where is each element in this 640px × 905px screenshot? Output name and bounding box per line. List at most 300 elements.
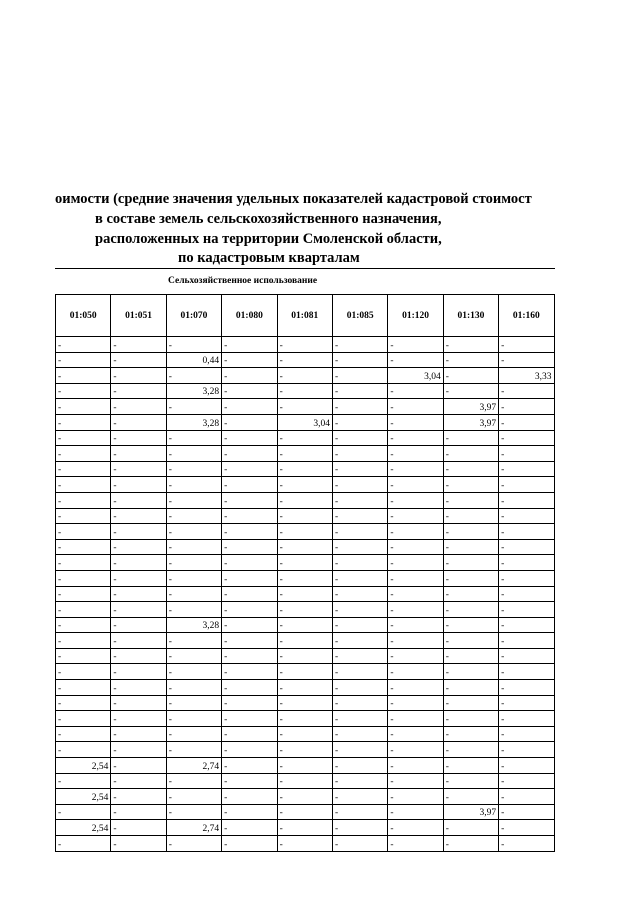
table-cell: -	[111, 368, 166, 384]
table-cell: -	[443, 446, 498, 462]
table-cell: -	[388, 570, 443, 586]
table-cell: -	[443, 711, 498, 727]
table-cell: -	[388, 742, 443, 758]
table-cell: -	[111, 383, 166, 399]
table-cell: -	[277, 664, 332, 680]
table-cell: -	[111, 804, 166, 820]
table-cell: -	[443, 602, 498, 618]
table-cell: -	[222, 695, 277, 711]
table-cell: -	[56, 570, 111, 586]
table-cell: -	[277, 836, 332, 852]
table-cell: -	[388, 726, 443, 742]
table-cell: -	[332, 430, 387, 446]
column-header: 01:085	[332, 295, 387, 337]
table-body	[56, 337, 555, 852]
table-cell: -	[499, 508, 554, 524]
table-cell: -	[111, 430, 166, 446]
table-cell: -	[56, 461, 111, 477]
table-cell: -	[499, 820, 554, 836]
table-cell: -	[443, 461, 498, 477]
table-cell: -	[277, 570, 332, 586]
table-row	[56, 477, 555, 493]
table-cell: -	[332, 337, 387, 353]
table-cell: -	[166, 695, 221, 711]
table-cell: -	[222, 399, 277, 415]
table-cell: -	[332, 773, 387, 789]
table-row	[56, 742, 555, 758]
table-cell: -	[166, 430, 221, 446]
table-row	[56, 789, 555, 805]
table-cell: -	[277, 773, 332, 789]
table-cell: -	[332, 648, 387, 664]
column-header: 01:050	[56, 295, 111, 337]
table-row	[56, 758, 555, 774]
table-cell: -	[56, 492, 111, 508]
table-cell: -	[222, 368, 277, 384]
table-cell: 2,74	[166, 758, 221, 774]
table-cell: -	[443, 492, 498, 508]
table-cell: -	[166, 446, 221, 462]
table-cell: -	[443, 337, 498, 353]
table-cell: -	[277, 477, 332, 493]
table-cell: -	[56, 695, 111, 711]
table-cell: -	[388, 664, 443, 680]
table-cell: -	[499, 664, 554, 680]
table-cell: -	[499, 836, 554, 852]
table-cell: -	[222, 617, 277, 633]
table-cell: 2,74	[166, 820, 221, 836]
table-cell: -	[56, 836, 111, 852]
table-cell: -	[222, 508, 277, 524]
table-cell: -	[166, 602, 221, 618]
table-cell: -	[56, 539, 111, 555]
table-cell: -	[332, 446, 387, 462]
table-cell: -	[332, 726, 387, 742]
table-cell: -	[499, 773, 554, 789]
table-cell: -	[222, 804, 277, 820]
table-cell: 2,54	[56, 789, 111, 805]
table-cell: -	[166, 836, 221, 852]
table-cell: -	[111, 539, 166, 555]
table-cell: -	[332, 586, 387, 602]
document-title-line-3: расположенных на территории Смоленской области,	[95, 231, 442, 247]
table-cell: -	[277, 399, 332, 415]
table-header-row	[56, 295, 555, 337]
cadastral-value-table	[55, 294, 555, 852]
table-cell: -	[222, 773, 277, 789]
table-cell: -	[56, 399, 111, 415]
table-cell: -	[111, 617, 166, 633]
table-cell: -	[388, 836, 443, 852]
table-cell: -	[277, 555, 332, 571]
table-cell: -	[111, 586, 166, 602]
table-cell: -	[222, 680, 277, 696]
table-cell: -	[388, 337, 443, 353]
table-cell: -	[332, 664, 387, 680]
table-cell: -	[222, 539, 277, 555]
table-cell: -	[277, 586, 332, 602]
table-cell: -	[443, 586, 498, 602]
table-cell: -	[56, 555, 111, 571]
table-cell: -	[111, 399, 166, 415]
table-cell: -	[56, 617, 111, 633]
table-cell: -	[56, 383, 111, 399]
table-cell: -	[443, 617, 498, 633]
table-cell: -	[499, 555, 554, 571]
table-cell: -	[111, 726, 166, 742]
table-cell: -	[56, 648, 111, 664]
table-cell: -	[499, 414, 554, 430]
table-cell: -	[443, 695, 498, 711]
table-cell: -	[499, 711, 554, 727]
table-cell: -	[443, 633, 498, 649]
table-cell: -	[388, 555, 443, 571]
table-row	[56, 508, 555, 524]
table-cell: -	[443, 664, 498, 680]
table-cell: -	[499, 337, 554, 353]
table-cell: -	[332, 539, 387, 555]
table-cell: -	[332, 414, 387, 430]
table-cell: -	[111, 414, 166, 430]
table-row	[56, 773, 555, 789]
table-cell: -	[443, 352, 498, 368]
table-cell: -	[111, 664, 166, 680]
table-row	[56, 352, 555, 368]
table-cell: -	[388, 508, 443, 524]
table-cell: 3,33	[499, 368, 554, 384]
table-cell: -	[111, 758, 166, 774]
table-cell: -	[222, 430, 277, 446]
table-cell: -	[166, 680, 221, 696]
document-title-line-2: в составе земель сельскохозяйственного назначения,	[95, 211, 442, 227]
table-row	[56, 820, 555, 836]
table-cell: -	[499, 539, 554, 555]
table-cell: -	[166, 726, 221, 742]
table-cell: -	[277, 539, 332, 555]
table-cell: -	[56, 664, 111, 680]
table-cell: -	[111, 492, 166, 508]
table-cell: -	[56, 508, 111, 524]
table-cell: -	[111, 570, 166, 586]
table-cell: -	[277, 352, 332, 368]
table-cell: -	[56, 804, 111, 820]
table-cell: -	[56, 368, 111, 384]
table-cell: -	[166, 804, 221, 820]
table-cell: -	[222, 648, 277, 664]
table-cell: -	[443, 477, 498, 493]
table-cell: -	[388, 695, 443, 711]
table-cell: -	[332, 789, 387, 805]
table-cell: -	[111, 508, 166, 524]
table-cell: -	[277, 617, 332, 633]
table-cell: -	[222, 789, 277, 805]
table-cell: -	[499, 570, 554, 586]
table-cell: -	[277, 726, 332, 742]
column-header: 01:051	[111, 295, 166, 337]
table-cell: 3,04	[388, 368, 443, 384]
table-cell: -	[443, 773, 498, 789]
column-header: 01:070	[166, 295, 221, 337]
table-cell: -	[332, 508, 387, 524]
table-cell: -	[277, 430, 332, 446]
table-cell: -	[277, 758, 332, 774]
table-cell: -	[388, 711, 443, 727]
table-cell: -	[332, 602, 387, 618]
table-cell: 2,54	[56, 758, 111, 774]
table-cell: -	[443, 539, 498, 555]
table-cell: -	[56, 633, 111, 649]
table-cell: -	[56, 477, 111, 493]
table-cell: -	[388, 633, 443, 649]
table-cell: -	[111, 820, 166, 836]
table-cell: -	[166, 711, 221, 727]
table-cell: -	[111, 337, 166, 353]
table-cell: -	[111, 446, 166, 462]
table-cell: -	[499, 492, 554, 508]
table-row	[56, 664, 555, 680]
table-cell: -	[56, 586, 111, 602]
table-cell: -	[166, 570, 221, 586]
table-cell: 3,97	[443, 399, 498, 415]
table-cell: -	[332, 742, 387, 758]
table-cell: -	[388, 414, 443, 430]
table-cell: -	[222, 383, 277, 399]
table-cell: -	[222, 836, 277, 852]
table-row	[56, 414, 555, 430]
table-cell: -	[56, 742, 111, 758]
table-cell: -	[111, 477, 166, 493]
table-cell: -	[56, 773, 111, 789]
table-row	[56, 617, 555, 633]
table-cell: -	[166, 508, 221, 524]
table-cell: -	[332, 695, 387, 711]
table-cell: -	[56, 711, 111, 727]
table-cell: -	[222, 555, 277, 571]
table-cell: -	[332, 368, 387, 384]
table-cell: -	[332, 477, 387, 493]
table-cell: -	[56, 352, 111, 368]
table-row	[56, 570, 555, 586]
table-cell: -	[166, 742, 221, 758]
table-row	[56, 648, 555, 664]
table-cell: -	[56, 446, 111, 462]
table-row	[56, 492, 555, 508]
table-cell: 2,54	[56, 820, 111, 836]
table-cell: -	[499, 524, 554, 540]
table-cell: -	[388, 789, 443, 805]
table-cell: -	[166, 633, 221, 649]
table-cell: -	[56, 430, 111, 446]
table-cell: -	[222, 414, 277, 430]
table-row	[56, 430, 555, 446]
table-cell: -	[499, 399, 554, 415]
table-cell: 3,28	[166, 414, 221, 430]
table-cell: -	[277, 804, 332, 820]
table-cell: -	[332, 711, 387, 727]
table-cell: -	[499, 352, 554, 368]
table-cell: -	[332, 492, 387, 508]
table-row	[56, 695, 555, 711]
table-cell: -	[499, 695, 554, 711]
column-group-label: Сельхозяйственное использование	[168, 276, 318, 286]
table-cell: -	[111, 695, 166, 711]
table-cell: 3,97	[443, 414, 498, 430]
table-cell: 3,04	[277, 414, 332, 430]
table-cell: -	[222, 758, 277, 774]
table-cell: -	[332, 399, 387, 415]
table-cell: -	[388, 383, 443, 399]
column-header: 01:130	[443, 295, 498, 337]
table-cell: -	[222, 820, 277, 836]
table-cell: 3,97	[443, 804, 498, 820]
table-cell: -	[443, 570, 498, 586]
table-cell: -	[222, 602, 277, 618]
table-cell: -	[166, 337, 221, 353]
table-cell: -	[388, 492, 443, 508]
table-cell: -	[166, 399, 221, 415]
column-header: 01:160	[499, 295, 554, 337]
table-cell: -	[499, 617, 554, 633]
table-cell: -	[443, 836, 498, 852]
table-cell: -	[56, 414, 111, 430]
table-cell: -	[332, 633, 387, 649]
table-cell: -	[499, 726, 554, 742]
table-cell: -	[222, 726, 277, 742]
table-cell: -	[277, 461, 332, 477]
table-cell: -	[166, 368, 221, 384]
table-cell: -	[277, 337, 332, 353]
table-cell: -	[222, 446, 277, 462]
table-cell: -	[277, 508, 332, 524]
table-cell: -	[222, 570, 277, 586]
table-cell: -	[166, 492, 221, 508]
table-cell: -	[332, 836, 387, 852]
table-row	[56, 337, 555, 353]
table-cell: -	[388, 586, 443, 602]
table-cell: -	[166, 461, 221, 477]
table-cell: -	[277, 742, 332, 758]
table-cell: -	[388, 680, 443, 696]
table-row	[56, 726, 555, 742]
table-cell: 3,28	[166, 617, 221, 633]
table-cell: -	[222, 477, 277, 493]
table-cell: -	[166, 773, 221, 789]
table-cell: -	[111, 789, 166, 805]
table-cell: -	[166, 524, 221, 540]
table-cell: -	[388, 446, 443, 462]
table-cell: -	[111, 680, 166, 696]
table-cell: -	[166, 789, 221, 805]
table-cell: -	[499, 477, 554, 493]
column-header: 01:081	[277, 295, 332, 337]
table-cell: -	[388, 352, 443, 368]
table-cell: -	[332, 383, 387, 399]
table-cell: -	[499, 680, 554, 696]
table-cell: -	[388, 524, 443, 540]
table-cell: -	[166, 664, 221, 680]
table-cell: -	[111, 602, 166, 618]
table-cell: -	[332, 524, 387, 540]
table-cell: -	[499, 742, 554, 758]
table-cell: 3,28	[166, 383, 221, 399]
column-header: 01:080	[222, 295, 277, 337]
table-cell: -	[499, 648, 554, 664]
table-cell: -	[388, 820, 443, 836]
table-cell: -	[499, 446, 554, 462]
table-cell: -	[443, 368, 498, 384]
table-cell: -	[332, 555, 387, 571]
table-cell: -	[443, 680, 498, 696]
table-cell: -	[388, 648, 443, 664]
table-cell: -	[222, 664, 277, 680]
table-row	[56, 461, 555, 477]
table-row	[56, 602, 555, 618]
table-cell: -	[222, 352, 277, 368]
table-cell: -	[443, 430, 498, 446]
table-row	[56, 586, 555, 602]
title-underline	[55, 268, 555, 269]
table-cell: -	[111, 524, 166, 540]
table-cell: -	[443, 726, 498, 742]
table-cell: -	[499, 602, 554, 618]
table-cell: -	[111, 742, 166, 758]
table-cell: -	[222, 337, 277, 353]
table-cell: -	[443, 508, 498, 524]
table-cell: -	[499, 383, 554, 399]
table-cell: -	[332, 804, 387, 820]
table-row	[56, 383, 555, 399]
table-cell: -	[277, 633, 332, 649]
table-cell: -	[277, 711, 332, 727]
table-cell: -	[388, 758, 443, 774]
table-cell: -	[499, 586, 554, 602]
table-cell: -	[499, 758, 554, 774]
table-cell: -	[332, 352, 387, 368]
table-row	[56, 680, 555, 696]
document-title-line-1: оимости (средние значения удельных показателей кадастровой стоимост	[55, 191, 532, 207]
table-row	[56, 446, 555, 462]
table-cell: -	[111, 352, 166, 368]
table-cell: -	[388, 773, 443, 789]
table-cell: -	[277, 820, 332, 836]
table-cell: -	[388, 430, 443, 446]
table-cell: -	[332, 820, 387, 836]
table-cell: -	[56, 602, 111, 618]
table-cell: -	[332, 461, 387, 477]
table-cell: -	[56, 680, 111, 696]
table-cell: -	[443, 648, 498, 664]
table-cell: -	[388, 617, 443, 633]
table-cell: -	[222, 492, 277, 508]
table-cell: -	[388, 602, 443, 618]
table-row	[56, 836, 555, 852]
table-cell: -	[111, 836, 166, 852]
table-cell: -	[332, 680, 387, 696]
table-cell: -	[111, 555, 166, 571]
table-cell: -	[332, 758, 387, 774]
column-header: 01:120	[388, 295, 443, 337]
table-cell: -	[388, 461, 443, 477]
table-row	[56, 539, 555, 555]
table-cell: -	[499, 461, 554, 477]
table-cell: -	[388, 804, 443, 820]
table-cell: -	[277, 602, 332, 618]
table-cell: -	[443, 742, 498, 758]
table-cell: -	[499, 633, 554, 649]
table-cell: -	[222, 633, 277, 649]
table-cell: -	[56, 726, 111, 742]
table-row	[56, 524, 555, 540]
